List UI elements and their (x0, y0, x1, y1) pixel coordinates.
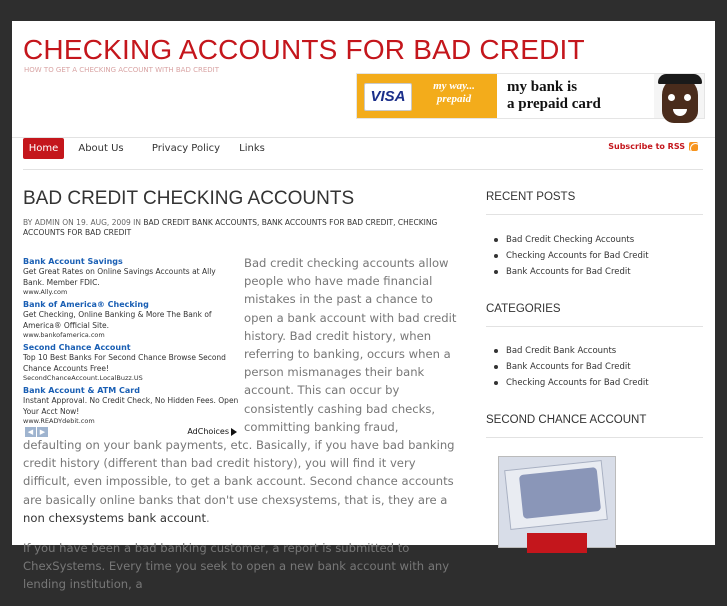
ad-item[interactable] (23, 385, 239, 426)
categories-heading: CATEGORIES (486, 303, 561, 315)
post-title[interactable]: BAD CREDIT CHECKING ACCOUNTS (23, 188, 355, 209)
ad-title[interactable]: Bank Account & ATM Card (23, 386, 140, 395)
subscribe-rss-link[interactable] (608, 142, 698, 151)
ad-title[interactable]: Bank Account Savings (23, 257, 123, 266)
nav-about-us[interactable]: About Us (78, 143, 124, 154)
categories-list (486, 343, 649, 391)
ad-url[interactable]: www.READYdebit.com (23, 417, 95, 425)
non-chexsystems-link[interactable]: non chexsystems bank account (23, 510, 207, 525)
site-description: HOW TO GET A CHECKING ACCOUNT WITH BAD CREDIT (24, 66, 219, 74)
ad-title[interactable]: Second Chance Account (23, 343, 131, 352)
ad-item[interactable] (23, 299, 239, 340)
ad-url[interactable]: www.bankofamerica.com (23, 331, 105, 339)
ad-next-icon[interactable]: ▶ (37, 427, 48, 437)
recent-post-link[interactable]: Bank Accounts for Bad Credit (486, 264, 649, 280)
ad-description: Top 10 Best Banks For Second Chance Browse Second Chance Accounts Free! (23, 353, 226, 373)
ad-item[interactable] (23, 342, 239, 383)
ad-prev-icon[interactable]: ◀ (25, 427, 36, 437)
category-link[interactable]: Bank Accounts for Bad Credit (486, 359, 649, 375)
visa-panel (357, 74, 497, 118)
person-mouth (673, 109, 687, 116)
sidebar-divider (486, 326, 703, 327)
adchoices-label: AdChoices (187, 427, 229, 436)
ad-url[interactable]: SecondChanceAccount.LocalBuzz.US (23, 374, 143, 382)
ad-pager (25, 427, 49, 437)
sidebar-divider (486, 437, 703, 438)
sidebar-divider (486, 214, 703, 215)
post-paragraph-2: If you have been a bad banking customer, a report is submitted to ChexSystems. Every time you seek to open a new bank account with any lending institution, a (23, 541, 450, 592)
recent-post-link[interactable]: Bad Credit Checking Accounts (486, 232, 649, 248)
second-chance-card-image[interactable] (498, 456, 616, 548)
post-paragraph-1-text: Bad credit checking accounts allow people who have made financial mistakes in the past a chance to open a bank account with bad credit history. Bad credit history, when referring to banking, occurs when a person mismanages their bank account. This can occur by consistently cashing bad checks, committing banking fraud, defaulting on your bank payments, etc. Basically, if you have bad banking credit history (different than bad credit history), you will find it very difficult, even impossible, to get a bank account. Second chance accounts are basically online banks that don't use chexsystems, that is, they are a (23, 256, 457, 507)
banner-headline-line1: my bank is (507, 79, 578, 95)
person-eye-left (668, 94, 675, 101)
rss-icon (689, 142, 698, 151)
banner-tagline (415, 80, 493, 106)
recent-posts-list (486, 232, 649, 280)
recent-post-link[interactable]: Checking Accounts for Bad Credit (486, 248, 649, 264)
site-title[interactable]: CHECKING ACCOUNTS FOR BAD CREDIT (23, 34, 585, 65)
banner-tagline-line1: my way... (433, 80, 475, 92)
banner-headline-line2: a prepaid card (507, 96, 601, 112)
category-link[interactable]: Bad Credit Bank Accounts (486, 343, 649, 359)
ad-footer (23, 426, 239, 438)
adchoices-icon (231, 428, 237, 436)
banner-headline (507, 79, 601, 113)
visa-logo: VISA (364, 83, 412, 111)
page (12, 21, 715, 592)
banner-tagline-line2: prepaid (436, 93, 472, 105)
ad-item[interactable] (23, 256, 239, 297)
ad-description: Get Great Rates on Online Savings Accounts at Ally Bank. Member FDIC. (23, 267, 216, 287)
adchoices-link[interactable] (187, 427, 237, 436)
nav-links[interactable]: Links (239, 143, 265, 154)
rss-label: Subscribe to RSS (608, 142, 685, 151)
ad-url[interactable]: www.Ally.com (23, 288, 68, 296)
card-image-red-band (527, 533, 587, 553)
post-meta-byline: BY ADMIN ON 19. AUG, 2009 IN (23, 218, 141, 227)
ad-description: Get Checking, Online Banking & More The Bank of America® Official Site. (23, 310, 212, 330)
nav-privacy-policy[interactable]: Privacy Policy (151, 143, 221, 154)
person-hat (658, 74, 702, 84)
nav-home[interactable]: Home (23, 138, 64, 159)
post-categories[interactable]: BAD CREDIT BANK ACCOUNTS, BANK ACCOUNTS FOR BAD CREDIT, CHECKING ACCOUNTS FOR BAD CREDIT (23, 218, 438, 237)
category-link[interactable]: Checking Accounts for Bad Credit (486, 375, 649, 391)
adsense-block (23, 256, 239, 438)
ad-description: Instant Approval. No Credit Check, No Hidden Fees. Open Your Acct Now! (23, 396, 239, 416)
post-paragraph-1-end: . (206, 510, 210, 525)
post-meta (23, 218, 455, 238)
card-image-card-front (519, 467, 601, 519)
prepaid-card-banner-ad[interactable] (356, 73, 705, 119)
second-chance-heading: SECOND CHANCE ACCOUNT (486, 414, 647, 426)
banner-person-image (654, 74, 704, 118)
ad-title[interactable]: Bank of America® Checking (23, 300, 149, 309)
person-eye-right (684, 94, 691, 101)
content-divider (23, 169, 703, 170)
recent-posts-heading: RECENT POSTS (486, 191, 576, 203)
